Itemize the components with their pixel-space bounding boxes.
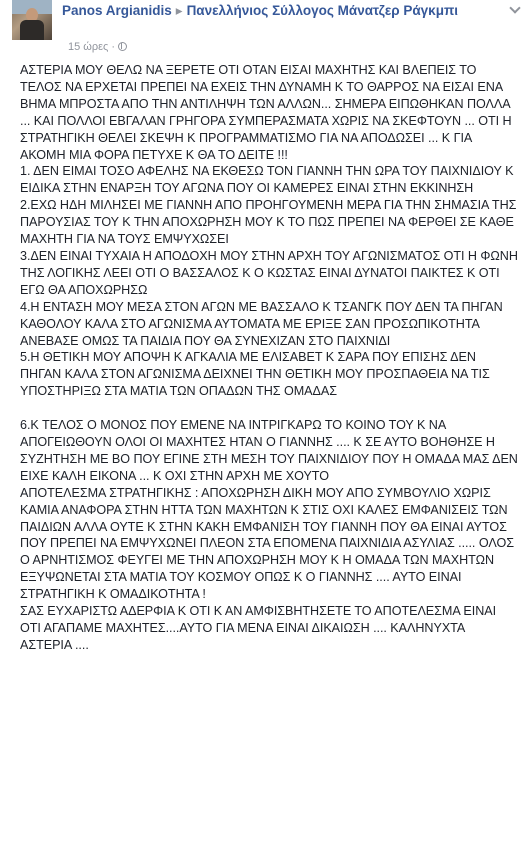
caret-right-icon: ▸: [175, 3, 183, 18]
post-meta: [68, 40, 127, 54]
post-author-line: [62, 2, 492, 20]
globe-icon: [118, 42, 127, 51]
author-name-link[interactable]: Panos Argianidis: [62, 3, 172, 18]
post-paragraph-1: ΑΣΤΕΡΙΑ ΜΟΥ ΘΕΛΩ ΝΑ ΞΕΡΕΤΕ ΟΤΙ ΟΤΑΝ ΕΙΣΑΙ ΜΑΧΗΤΗΣ ΚΑΙ ΒΛΕΠΕΙΣ ΤΟ ΤΕΛΟΣ ΝΑ ΕΡΧΕΤΑΙ ΠΡΕΠΕΙ ΝΑ ΕΧΕΙΣ ΤΗΝ ΔΥΝΑΜΗ Κ ΤΟ ΘΑΡΡΟΣ ΝΑ ΕΙΣΑΙ ΕΝΑ ΒΗΜΑ ΜΠΡΟΣΤΑ ΑΠΟ ΤΗΝ ΑΝΤΙΛΗΨΗ ΤΩΝ ΑΛΛΩΝ... ΣΗΜΕΡΑ ΕΙΠΩΘΗΚΑΝ ΠΟΛΛΑ ... ΚΑΙ ΠΟΛΛΟΙ ΕΒΓΑΛΑΝ ΓΡΗΓΟΡΑ ΣΥΜΠΕΡΑΣΜΑΤΑ ΧΩΡΙΣ ΝΑ ΣΚΕΦΤΟΥΝ ... ΟΤΙ Η ΣΤΡΑΤΗΓΙΚΗ ΘΕΛΕΙ ΣΚΕΨΗ Κ ΠΡΟΓΡΑΜΜΑΤΙΣΜΟ ΓΙΑ ΝΑ ΑΠΟΔΩΣΕΙ ... Κ ΓΙΑ ΑΚΟΜΗ ΜΙΑ ΦΟΡΑ ΠΕΤΥΧΕ Κ ΘΑ ΤΟ ΔΕΙΤΕ !!! 1. ΔΕΝ ΕΙΜΑΙ ΤΟΣΟ ΑΦΕΛΗΣ ΝΑ ΕΚΘΕΣΩ ΤΟΝ ΓΙΑΝΝΗ ΤΗΝ ΩΡΑ ΤΟΥ ΠΑΙΧΝΙΔΙΟΥ Κ ΕΙΔΙΚΑ ΣΤΗΝ ΕΝΑΡΞΗ ΤΟΥ ΑΓΩΝΑ ΠΟΥ ΟΙ ΚΑΜΕΡΕΣ ΕΙΝΑΙ ΣΤΗΝ ΕΚΚΙΝΗΣΗ 2.ΕΧΩ ΗΔΗ ΜΙΛΗΣΕΙ ΜΕ ΓΙΑΝΝΗ ΑΠΟ ΠΡΟΗΓΟΥΜΕΝΗ ΜΕΡΑ ΓΙΑ ΤΗΝ ΣΗΜΑΣΙΑ ΤΗΣ ΠΑΡΟΥΣΙΑΣ ΤΟΥ Κ ΤΗΝ ΑΠΟΧΩΡΗΣΗ ΜΟΥ Κ ΤΟ ΠΩΣ ΠΡΕΠΕΙ ΝΑ ΦΕΡΘΕΙ ΣΕ ΚΑΘΕ ΜΑΧΗΤΗ ΓΙΑ ΝΑ ΤΟΥΣ ΕΜΨΥΧΩΣΕΙ 3.ΔΕΝ ΕΙΝΑΙ ΤΥΧΑΙΑ Η ΑΠΟΔΟΧΗ ΜΟΥ ΣΤΗΝ ΑΡΧΗ ΤΟΥ ΑΓΩΝΙΣΜΑΤΟΣ ΟΤΙ Η ΦΩΝΗ ΤΗΣ ΛΟΓΙΚΗΣ ΛΕΕΙ ΟΤΙ Ο ΒΑΣΣΑΛΟΣ Κ Ο ΚΩΣΤΑΣ ΕΙΝΑΙ ΔΥΝΑΤΟΙ ΠΑΙΚΤΕΣ Κ ΟΤΙ ΕΓΩ ΘΑ ΑΠΟΧΩΡΗΣΩ 4.Η ΕΝΤΑΣΗ ΜΟΥ ΜΕΣΑ ΣΤΟΝ ΑΓΩΝ ΜΕ ΒΑΣΣΑΛΟ Κ ΤΣΑΝΓΚ ΠΟΥ ΔΕΝ ΤΑ ΠΗΓΑΝ ΚΑΘΟΛΟΥ ΚΑΛΑ ΣΤΟ ΑΓΩΝΙΣΜΑ ΑΥΤΟΜΑΤΑ ΜΕ ΕΡΙΞΕ ΣΑΝ ΠΡΟΣΩΠΙΚΟΤΗΤΑ ΑΝΕΒΑΣΕ ΟΜΩΣ ΤΑ ΠΑΙΔΙΑ ΠΟΥ ΘΑ ΣΥΝΕΧΙΖΑΝ ΣΤΟ ΠΑΙΧΝΙΔΙ 5.Η ΘΕΤΙΚΗ ΜΟΥ ΑΠΟΨΗ Κ ΑΓΚΑΛΙΑ ΜΕ ΕΛΙΣΑΒΕΤ Κ ΣΑΡΑ ΠΟΥ ΕΠΙΣΗΣ ΔΕΝ ΠΗΓΑΝ ΚΑΛΑ ΣΤΟΝ ΑΓΩΝΙΣΜΑ ΔΕΙΧΝΕΙ ΤΗΝ ΘΕΤΙΚΗ ΜΟΥ ΠΡΟΣΠΑΘΕΙΑ ΝΑ ΤΙΣ ΥΠΟΣΤΗΡΙΞΩ ΣΤΑ ΜΑΤΙΑ ΤΩΝ ΟΠΑΔΩΝ ΤΗΣ ΟΜΑΔΑΣ: [20, 63, 518, 399]
chevron-down-icon[interactable]: [510, 4, 520, 14]
meta-separator: ·: [111, 41, 116, 53]
post-timestamp[interactable]: 15 ώρες: [68, 41, 109, 53]
post-header: [0, 0, 528, 62]
avatar[interactable]: [12, 0, 52, 40]
post-paragraph-2: 6.Κ ΤΕΛΟΣ Ο ΜΟΝΟΣ ΠΟΥ ΕΜΕΝΕ ΝΑ ΙΝΤΡΙΓΚΑΡΩ ΤΟ ΚΟΙΝΟ ΤΟΥ Κ ΝΑ ΑΠΟΓΕΙΩΘΟΥΝ ΟΛΟΙ ΟΙ ΜΑΧΗΤΕΣ ΗΤΑΝ Ο ΓΙΑΝΝΗΣ .... Κ ΣΕ ΑΥΤΟ ΒΟΗΘΗΣΕ Η ΣΥΖΗΤΗΣΗ ΜΕ ΒΟ ΠΟΥ ΕΓΙΝΕ ΣΤΗ ΜΕΣΗ ΤΟΥ ΠΑΙΧΝΙΔΙΟΥ ΠΟΥ Η ΟΜΑΔΑ ΜΑΣ ΔΕΝ ΕΙΧΕ ΚΑΛΗ ΕΙΚΟΝΑ ... Κ ΟΧΙ ΣΤΗΝ ΑΡΧΗ ΜΕ ΧΟΥΤΟ ΑΠΟΤΕΛΕΣΜΑ ΣΤΡΑΤΗΓΙΚΗΣ : ΑΠΟΧΩΡΗΣΗ ΔΙΚΗ ΜΟΥ ΑΠΟ ΣΥΜΒΟΥΛΙΟ ΧΩΡΙΣ ΚΑΜΙΑ ΑΝΑΦΟΡΑ ΣΤΗΝ ΗΤΤΑ ΤΩΝ ΜΑΧΗΤΩΝ Κ ΣΤΙΣ ΟΧΙ ΚΑΛΕΣ ΕΜΦΑΝΙΣΕΙΣ ΤΩΝ ΠΑΙΔΙΩΝ ΑΛΛΑ ΟΥΤΕ Κ ΣΤΗΝ ΚΑΚΗ ΕΜΦΑΝΙΣΗ ΤΟΥ ΓΙΑΝΝΗ ΠΟΥ ΘΑ ΕΙΝΑΙ ΑΥΤΟΣ ΠΟΥ ΠΡΕΠΕΙ ΝΑ ΕΜΨΥΧΩΝΕΙ ΠΛΕΟΝ ΣΤΑ ΕΠΟΜΕΝΑ ΠΑΙΧΝΙΔΙΑ ΑΣΥΛΙΑΣ ..... ΟΛΟΣ Ο ΑΡΝΗΤΙΣΜΟΣ ΦΕΥΓΕΙ ΜΕ ΤΗΝ ΑΠΟΧΩΡΗΣΗ ΜΟΥ Κ Η ΟΜΑΔΑ ΤΩΝ ΜΑΧΗΤΩΝ ΕΞΥΨΩΝΕΤΑΙ ΣΤΑ ΜΑΤΙΑ ΤΟΥ ΚΟΣΜΟΥ ΟΠΩΣ Κ Ο ΓΙΑΝΝΗΣ .... ΑΥΤΟ ΕΙΝΑΙ ΣΤΡΑΤΗΓΙΚΗ Κ ΟΜΑΔΙΚΟΤΗΤΑ ! ΣΑΣ ΕΥΧΑΡΙΣΤΩ ΑΔΕΡΦΙΑ Κ ΟΤΙ Κ ΑΝ ΑΜΦΙΣΒΗΤΗΣΕΤΕ ΤΟ ΑΠΟΤΕΛΕΣΜΑ ΕΙΝΑΙ ΟΤΙ ΑΓΑΠΑΜΕ ΜΑΧΗΤΕΣ....ΑΥΤΟ ΓΙΑ ΜΕΝΑ ΕΙΝΑΙ ΔΙΚΑΙΩΣΗ .... ΚΑΛΗΝΥΧΤΑ ΑΣΤΕΡΙΑ ....: [20, 418, 518, 652]
group-name-link[interactable]: Πανελλήνιος Σύλλογος Μάνατζερ Ράγκμπι: [186, 3, 459, 18]
post-body: [20, 62, 518, 654]
